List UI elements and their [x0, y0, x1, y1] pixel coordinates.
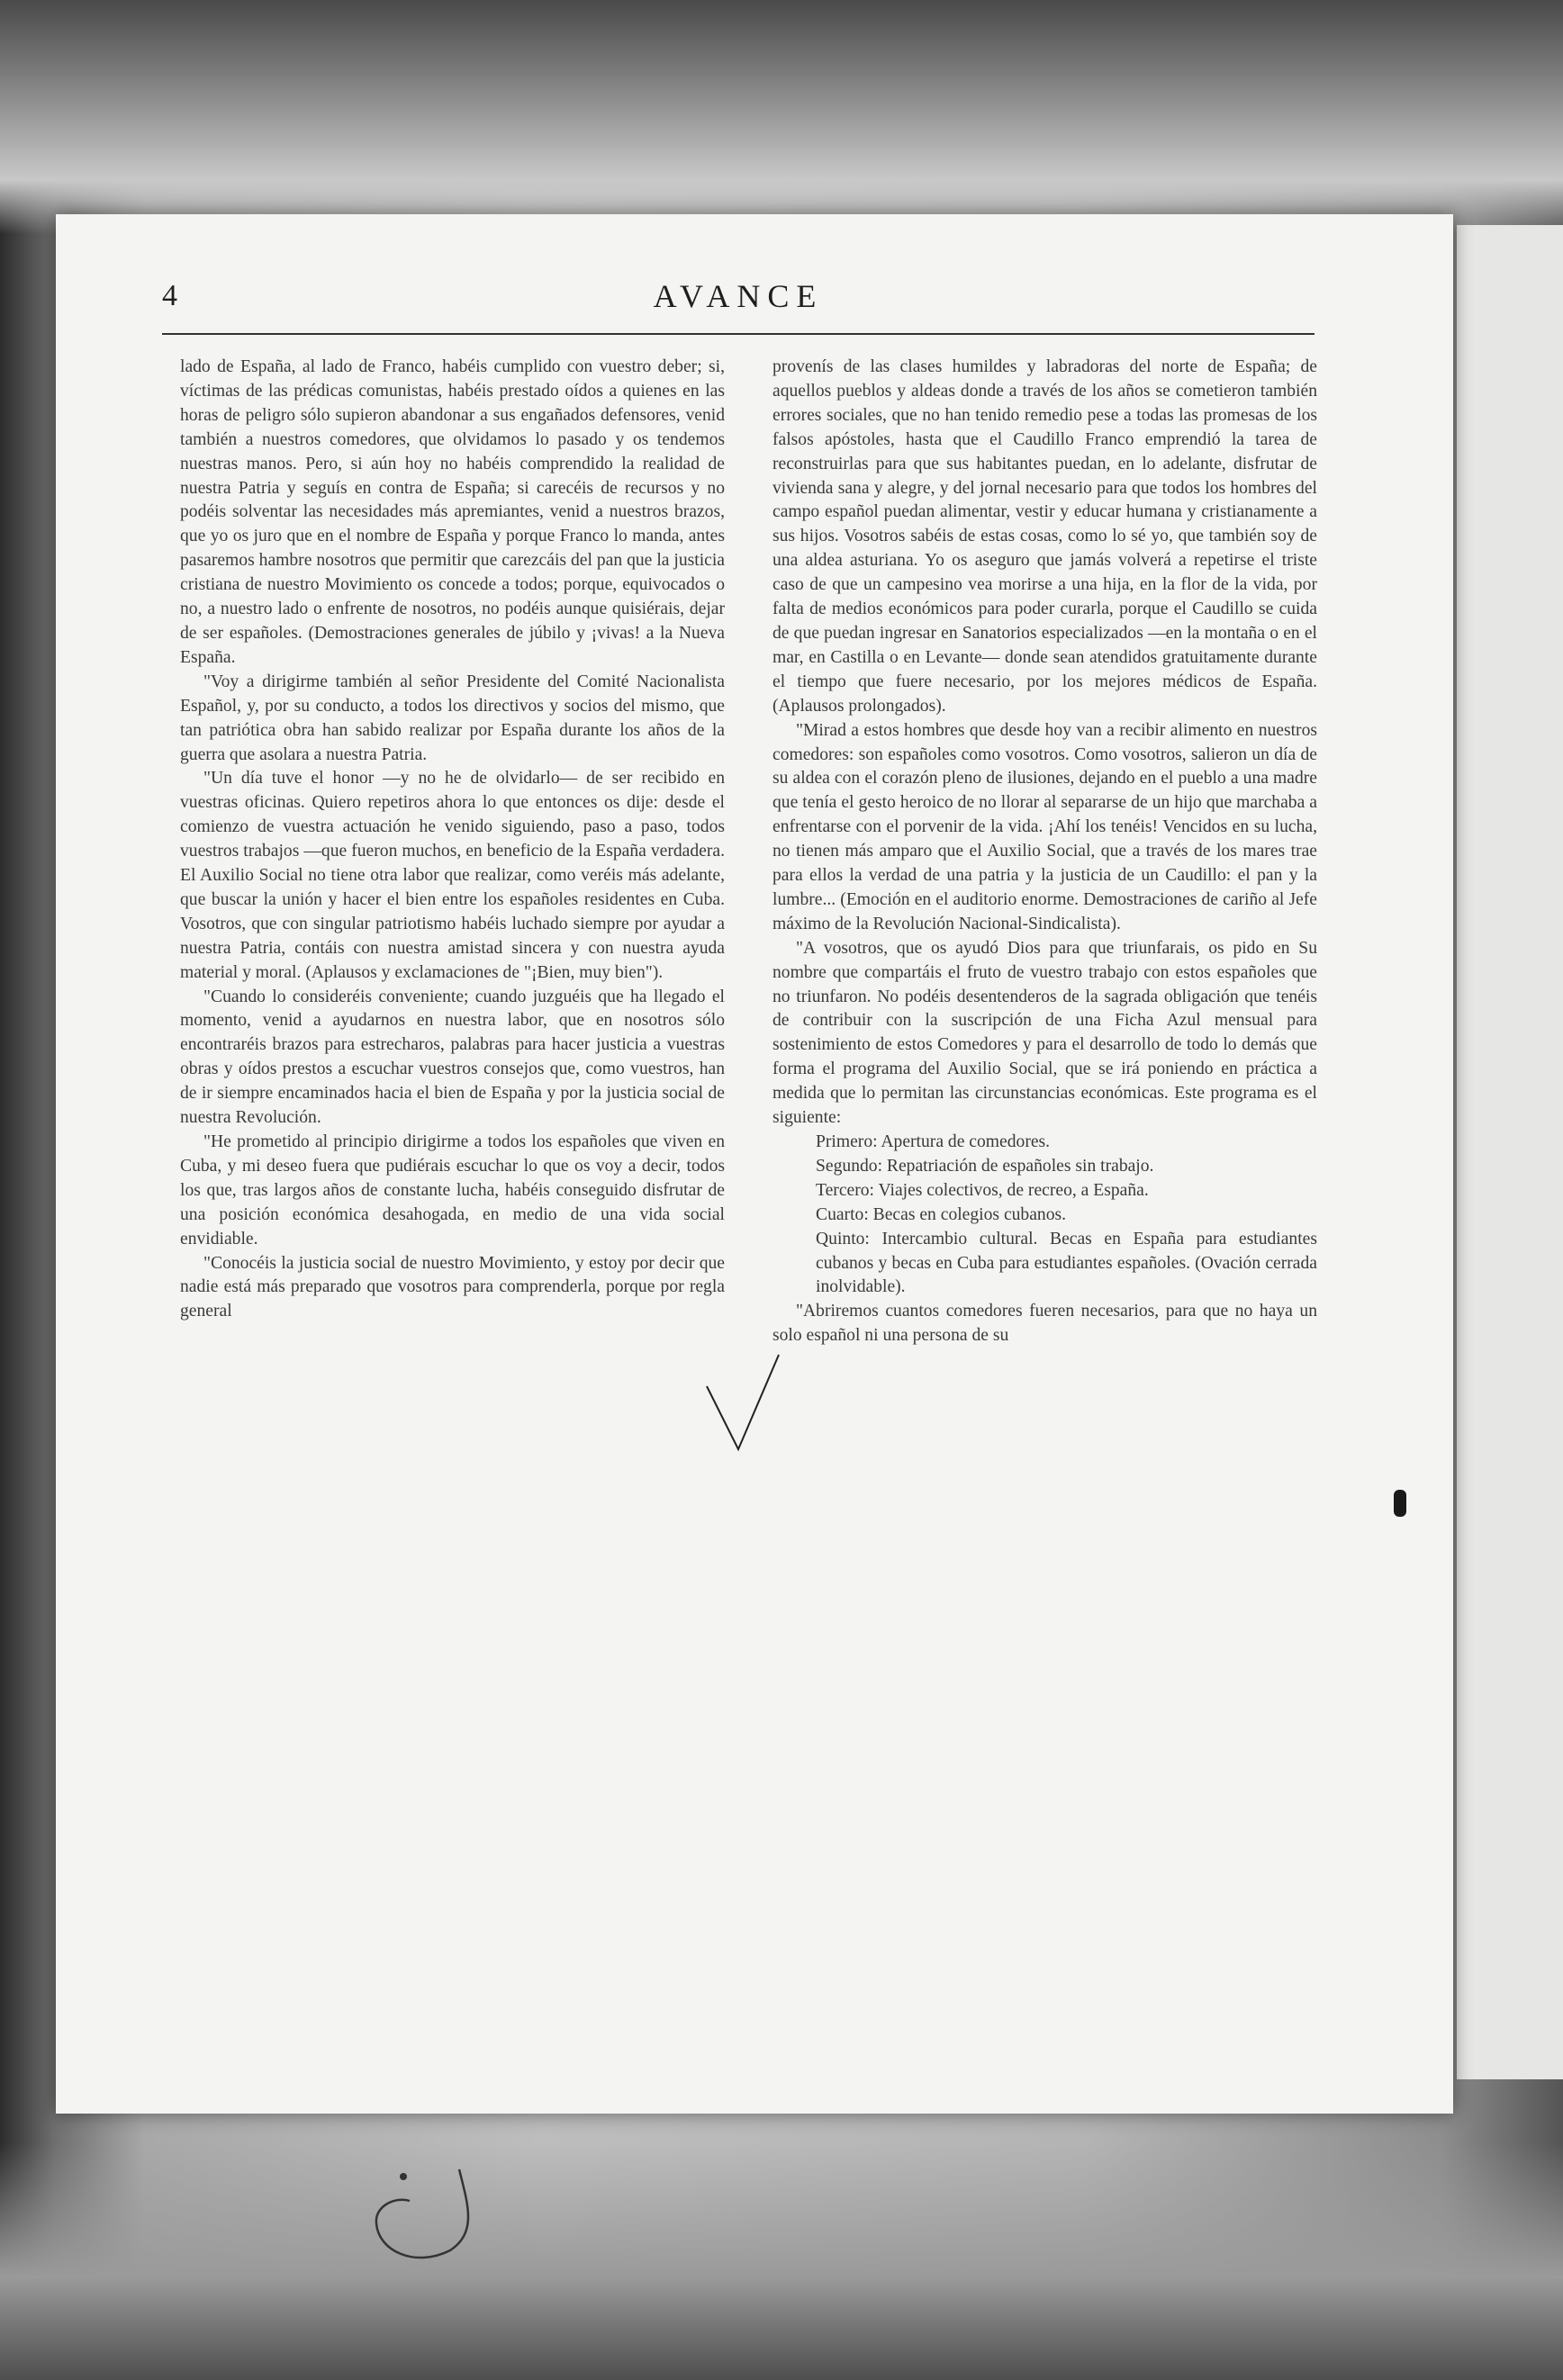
program-item: Cuarto: Becas en colegios cubanos.	[816, 1204, 1067, 1224]
paragraph: "Cuando lo consideréis conveniente; cuando juzguéis que ha llegado el momento, venid a ayudarnos en nuestra labor, que en nosotros sólo encontraréis brazos para estrecharos, palabras para hacer justicia a vuestras obras y oídos prestos a escuchar vuestros consejos que, como vuestros, han de ir siempre encaminados hacia el bien de España y por la justicia social de nuestra Revolución.	[180, 987, 725, 1128]
left-column	[180, 356, 725, 1324]
page-number: 4	[162, 279, 177, 312]
paragraph: lado de España, al lado de Franco, habéis cumplido con vuestro deber; si, víctimas de las prédicas comunistas, habéis prestado oídos a quienes en las horas de peligro sólo supieron abandonar a sus engañados defensores, venid también a nuestros comedores, que olvidamos lo pasado y os tendemos nuestras manos. Pero, si aún hoy no habéis comprendido la realidad de nuestra Patria y seguís en contra de España; si carecéis de recursos y no podéis solventar las necesidades más apremiantes, venid a nuestros brazos, que yo os juro que en el nombre de España y porque Franco lo manda, antes pasaremos hambre nosotros que permitir que carezcáis del pan que la justicia cristiana de nuestro Movimiento os concede a todos; porque, equivocados o no, a nuestro lado o enfrente de nosotros, no podéis aunque quisiérais, dejar de ser españoles. (Demostraciones generales de júbilo y ¡vivas! a la Nueva España.	[180, 357, 725, 667]
adjacent-page	[1457, 225, 1563, 2079]
right-column	[772, 356, 1317, 1348]
paragraph: "Mirad a estos hombres que desde hoy van a recibir alimento en nuestros comedores: son españoles como vosotros. Como vosotros, salieron un día de su aldea con el corazón pleno de ilusiones, dejando en el pueblo a una madre que tenía el gesto heroico de no llorar al separarse de un hijo que marchaba a enfrentarse con el porvenir de la vida. ¡Ahí los tenéis! Vencidos en su lucha, no tienen más amparo que el Auxilio Social, que a través de los mares trae para ellos la verdad de una patria y la justicia de un Caudillo: el pan y la lumbre... (Emoción en el auditorio enorme. Demostraciones de cariño al Jefe máximo de la Revolución Nacional-Sindicalista).	[772, 720, 1317, 933]
program-item: Segundo: Repatriación de españoles sin trabajo.	[816, 1156, 1154, 1176]
paragraph: "Voy a dirigirme también al señor Presidente del Comité Nacionalista Español, y, por su conducto, a todos los directivos y socios del mismo, que tan patriótica obra han sabido realizar por España durante los años de la guerra que asolara a nuestra Patria.	[180, 672, 725, 764]
scanner-bottom-shadow	[0, 2142, 1563, 2380]
paragraph: "Abriremos cuantos comedores fueren necesarios, para que no haya un solo español ni una persona de su	[772, 1302, 1317, 1346]
program-item: Tercero: Viajes colectivos, de recreo, a España.	[816, 1180, 1149, 1200]
paragraph: "Conocéis la justicia social de nuestro Movimiento, y estoy por decir que nadie está más preparado que vosotros para comprenderla, porque por regla general	[180, 1253, 725, 1321]
page-title: AVANCE	[653, 278, 824, 314]
pen-annotation-mark	[702, 1350, 783, 1458]
program-item: Quinto: Intercambio cultural. Becas en España para estudiantes cubanos y becas en Cuba para estudiantes españoles. (Ovación cerrada inolvidable).	[816, 1229, 1317, 1297]
paragraph: "Un día tuve el honor —y no he de olvidarlo— de ser recibido en vuestras oficinas. Quiero repetiros ahora lo que entonces os dije: desde el comienzo de vuestra actuación he venido siguiendo, paso a paso, todos vuestros trabajos —que fueron muchos, en beneficio de la España verdadera. El Auxilio Social no tiene otra labor que realizar, como veréis más adelante, que buscar la unión y hacer el bien entre los españoles residentes en Cuba. Vosotros, que con singular patriotismo habéis luchado siempre por ayudar a nuestra Patria, contáis con nuestra amistad sincera y con nuestra ayuda material y moral. (Aplausos y exclamaciones de "¡Bien, muy bien").	[180, 769, 725, 982]
page-header	[162, 261, 1315, 335]
paragraph: provenís de las clases humildes y labradoras del norte de España; de aquellos pueblos y aldeas donde a través de los años se cometieron también errores sociales, que no han tenido remedio pese a todas las promesas de los falsos apóstoles, hasta que el Caudillo Franco emprendió la tarea de reconstruirlas para que sus habitantes puedan, en lo adelante, disfrutar de vivienda sana y alegre, y del jornal necesario para que todos los hombres del campo español puedan alimentar, vestir y educar humana y cristianamente a sus hijos. Vosotros sabéis de estas cosas, como lo sé yo, que también soy de una aldea asturiana. Yo os aseguro que jamás volverá a repetirse el triste caso de que un campesino vea morirse a una hija, en la flor de la vida, por falta de medios económicos para poder curarla, porque el Caudillo se cuida de que puedan ingresar en Sanatorios especializados —en la montaña o en el mar, en Castilla o en Levante— donde sean atendidos gratuitamente durante el tiempo que fuere necesario, por los mejores médicos de España. (Aplausos prolongados).	[772, 357, 1317, 716]
paragraph: "He prometido al principio dirigirme a todos los españoles que viven en Cuba, y mi deseo fuera que pudiérais escuchar lo que os voy a decir, todos los que, tras largos años de constante lucha, habéis conseguido disfrutar de una posición económica desahogada, en medio de una vida social envidiable.	[180, 1132, 725, 1249]
paragraph: "A vosotros, que os ayudó Dios para que triunfarais, os pido en Su nombre que compartáis el fruto de vuestro trabajo con estos españoles que no triunfaron. No podéis desentenderos de la sagrada obligación que tenéis de contribuir con la suscripción de una Ficha Azul mensual para sostenimiento de estos Comedores y para el desarrollo de todo lo demás que forma el programa del Auxilio Social, que se irá poniendo en práctica a medida que lo permitan las circunstancias económicas. Este programa es el siguiente:	[772, 938, 1317, 1128]
program-item: Primero: Apertura de comedores.	[816, 1132, 1051, 1151]
handwritten-loop-mark	[360, 2151, 504, 2268]
scanner-top-shadow	[0, 0, 1563, 234]
binding-mark	[1394, 1490, 1406, 1517]
